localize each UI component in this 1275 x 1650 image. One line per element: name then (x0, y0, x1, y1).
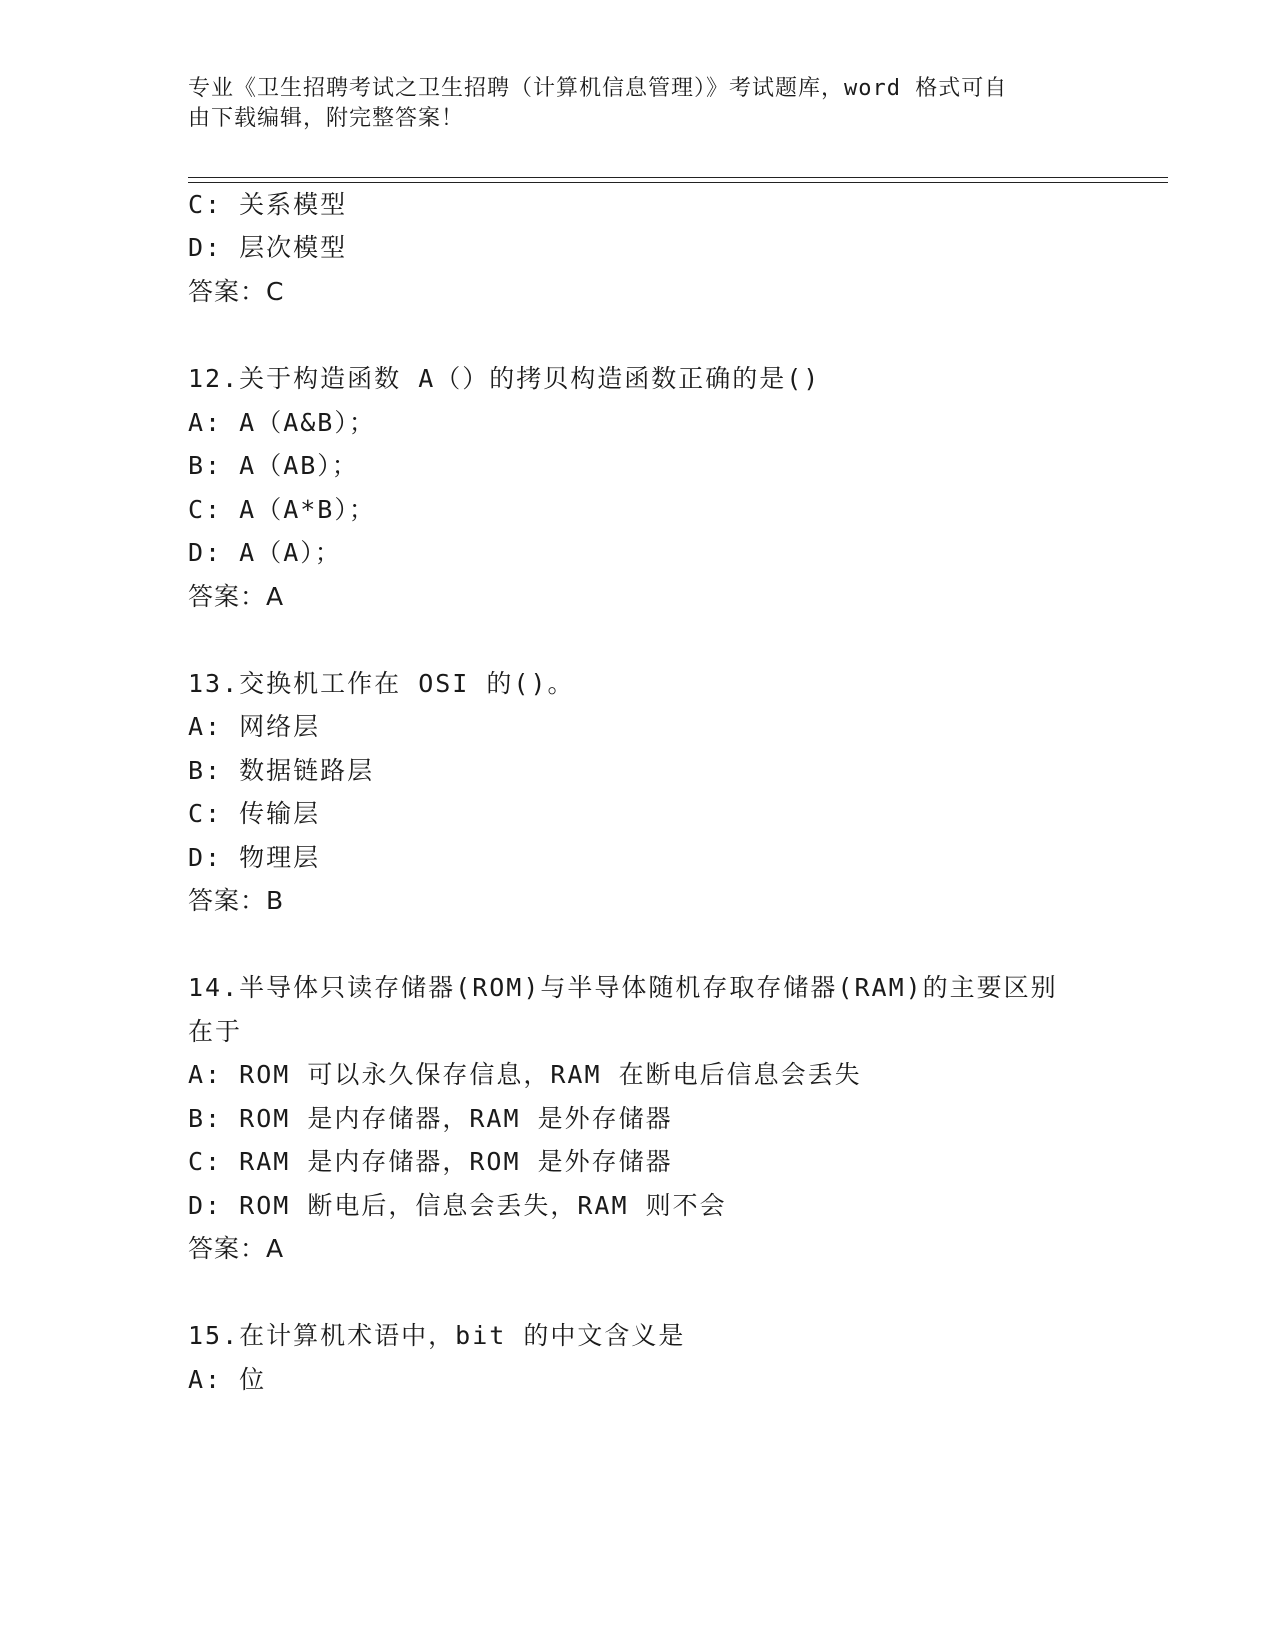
option-line: B: ROM 是内存储器，RAM 是外存储器 (188, 1104, 673, 1133)
option-line: D: A（A）； (188, 538, 342, 567)
header-divider-bottom (188, 182, 1168, 183)
answer-line: 答案：A (188, 1234, 285, 1263)
option-line: A: A（A&B）； (188, 408, 376, 437)
question-line: 15.在计算机术语中，bit 的中文含义是 (188, 1321, 686, 1350)
header-line-2: 由下载编辑，附完整答案！ (188, 106, 465, 131)
answer-line: 答案：A (188, 582, 285, 611)
answer-line: 答案：B (188, 886, 285, 915)
option-line: C: 关系模型 (188, 190, 348, 219)
question-line: 13.交换机工作在 OSI 的()。 (188, 669, 575, 698)
option-line: B: A（AB）； (188, 451, 359, 480)
option-line: D: ROM 断电后，信息会丢失，RAM 则不会 (188, 1191, 727, 1220)
header-divider-top (188, 177, 1168, 178)
option-line: C: A（A*B）； (188, 495, 376, 524)
option-line: A: ROM 可以永久保存信息，RAM 在断电后信息会丢失 (188, 1060, 862, 1089)
header-line-1: 专业《卫生招聘考试之卫生招聘（计算机信息管理）》考试题库，word 格式可自 (188, 76, 1008, 101)
document-header (188, 74, 1088, 134)
question-line: 14.半导体只读存储器(ROM)与半导体随机存取存储器(RAM)的主要区别 (188, 973, 1058, 1002)
question-line-continued: 在于 (188, 1017, 243, 1046)
option-line: D: 层次模型 (188, 233, 348, 262)
option-line: C: RAM 是内存储器，ROM 是外存储器 (188, 1147, 673, 1176)
option-line: A: 网络层 (188, 712, 321, 741)
option-line: D: 物理层 (188, 843, 321, 872)
question-line: 12.关于构造函数 A（）的拷贝构造函数正确的是() (188, 364, 821, 393)
option-line: C: 传输层 (188, 799, 321, 828)
option-line: A: 位 (188, 1365, 267, 1394)
option-line: B: 数据链路层 (188, 756, 375, 785)
answer-line: 答案：C (188, 277, 285, 306)
